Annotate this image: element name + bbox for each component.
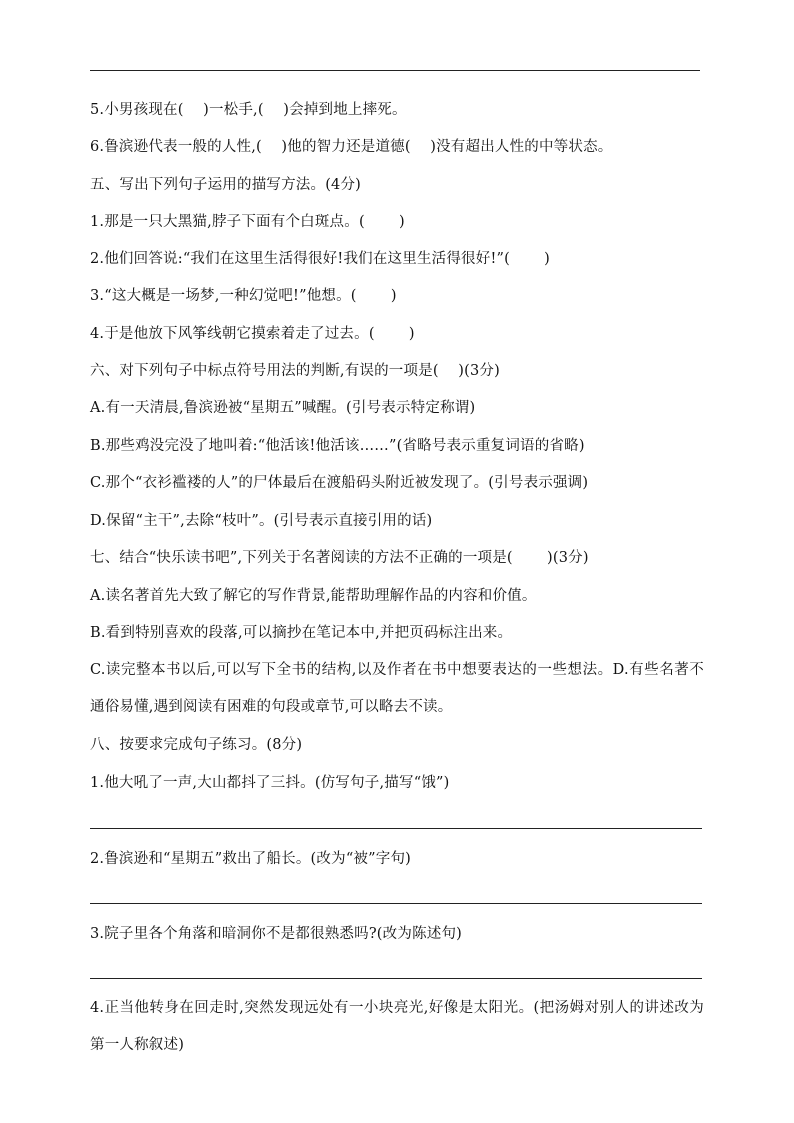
section-8-item-1: 1.他大吼了一声,大山都抖了三抖。(仿写句子,描写“饿”) [90, 775, 450, 791]
answer-line-3 [90, 978, 702, 979]
section-5-item-1: 1.那是一只大黑猫,脖子下面有个白斑点。( ) [90, 214, 405, 230]
section-5-item-3: 3.“这大概是一场梦,一种幻觉吧!”他想。( ) [90, 288, 397, 304]
section-8-item-3: 3.院子里各个角落和暗洞你不是都很熟悉吗?(改为陈述句) [90, 926, 463, 942]
section-7-option-c-d: C.读完整本书以后,可以写下全书的结构,以及作者在书中想要表达的一些想法。D.有些名著不通俗易懂,遇到阅读有困难的句段或章节,可以略去不读。 [90, 662, 704, 715]
section-6-option-d: D.保留“主干”,去除“枝叶”。(引号表示直接引用的话) [90, 513, 433, 529]
q6-fill-blank: 6.鲁滨逊代表一般的人性,( )他的智力还是道德( )没有超出人性的中等状态。 [90, 139, 613, 155]
section-7-option-a: A.读名著首先大致了解它的写作背景,能帮助理解作品的内容和价值。 [90, 588, 537, 604]
section-7-heading: 七、结合“快乐读书吧”,下列关于名著阅读的方法不正确的一项是( )(3分) [90, 550, 589, 566]
section-7-option-b: B.看到特别喜欢的段落,可以摘抄在笔记本中,并把页码标注出来。 [90, 625, 513, 641]
section-6-option-b: B.那些鸡没完没了地叫着:“他活该!他活该……”(省略号表示重复词语的省略) [90, 438, 585, 454]
section-8-item-2: 2.鲁滨逊和“星期五”救出了船长。(改为“被”字句) [90, 851, 411, 867]
section-5-item-4: 4.于是他放下风筝线朝它摸索着走了过去。( ) [90, 326, 415, 342]
answer-line-1 [90, 828, 702, 829]
section-8-item-4: 4.正当他转身在回走时,突然发现远处有一小块亮光,好像是太阳光。(把汤姆对别人的讲述改为第一人称叙述) [90, 1000, 704, 1053]
section-5-heading: 五、写出下列句子运用的描写方法。(4分) [90, 177, 362, 193]
section-8-heading: 八、按要求完成句子练习。(8分) [90, 737, 303, 753]
section-5-item-2: 2.他们回答说:“我们在这里生活得很好!我们在这里生活得很好!”( ) [90, 251, 551, 267]
answer-line-2 [90, 903, 702, 904]
header-rule [90, 70, 700, 71]
section-6-option-a: A.有一天清晨,鲁滨逊被“星期五”喊醒。(引号表示特定称谓) [90, 400, 476, 416]
section-6-option-c: C.那个“衣衫褴褛的人”的尸体最后在渡船码头附近被发现了。(引号表示强调) [90, 475, 589, 491]
section-6-heading: 六、对下列句子中标点符号用法的判断,有误的一项是( )(3分) [90, 363, 500, 379]
q5-fill-blank: 5.小男孩现在( )一松手,( )会掉到地上摔死。 [90, 102, 407, 118]
